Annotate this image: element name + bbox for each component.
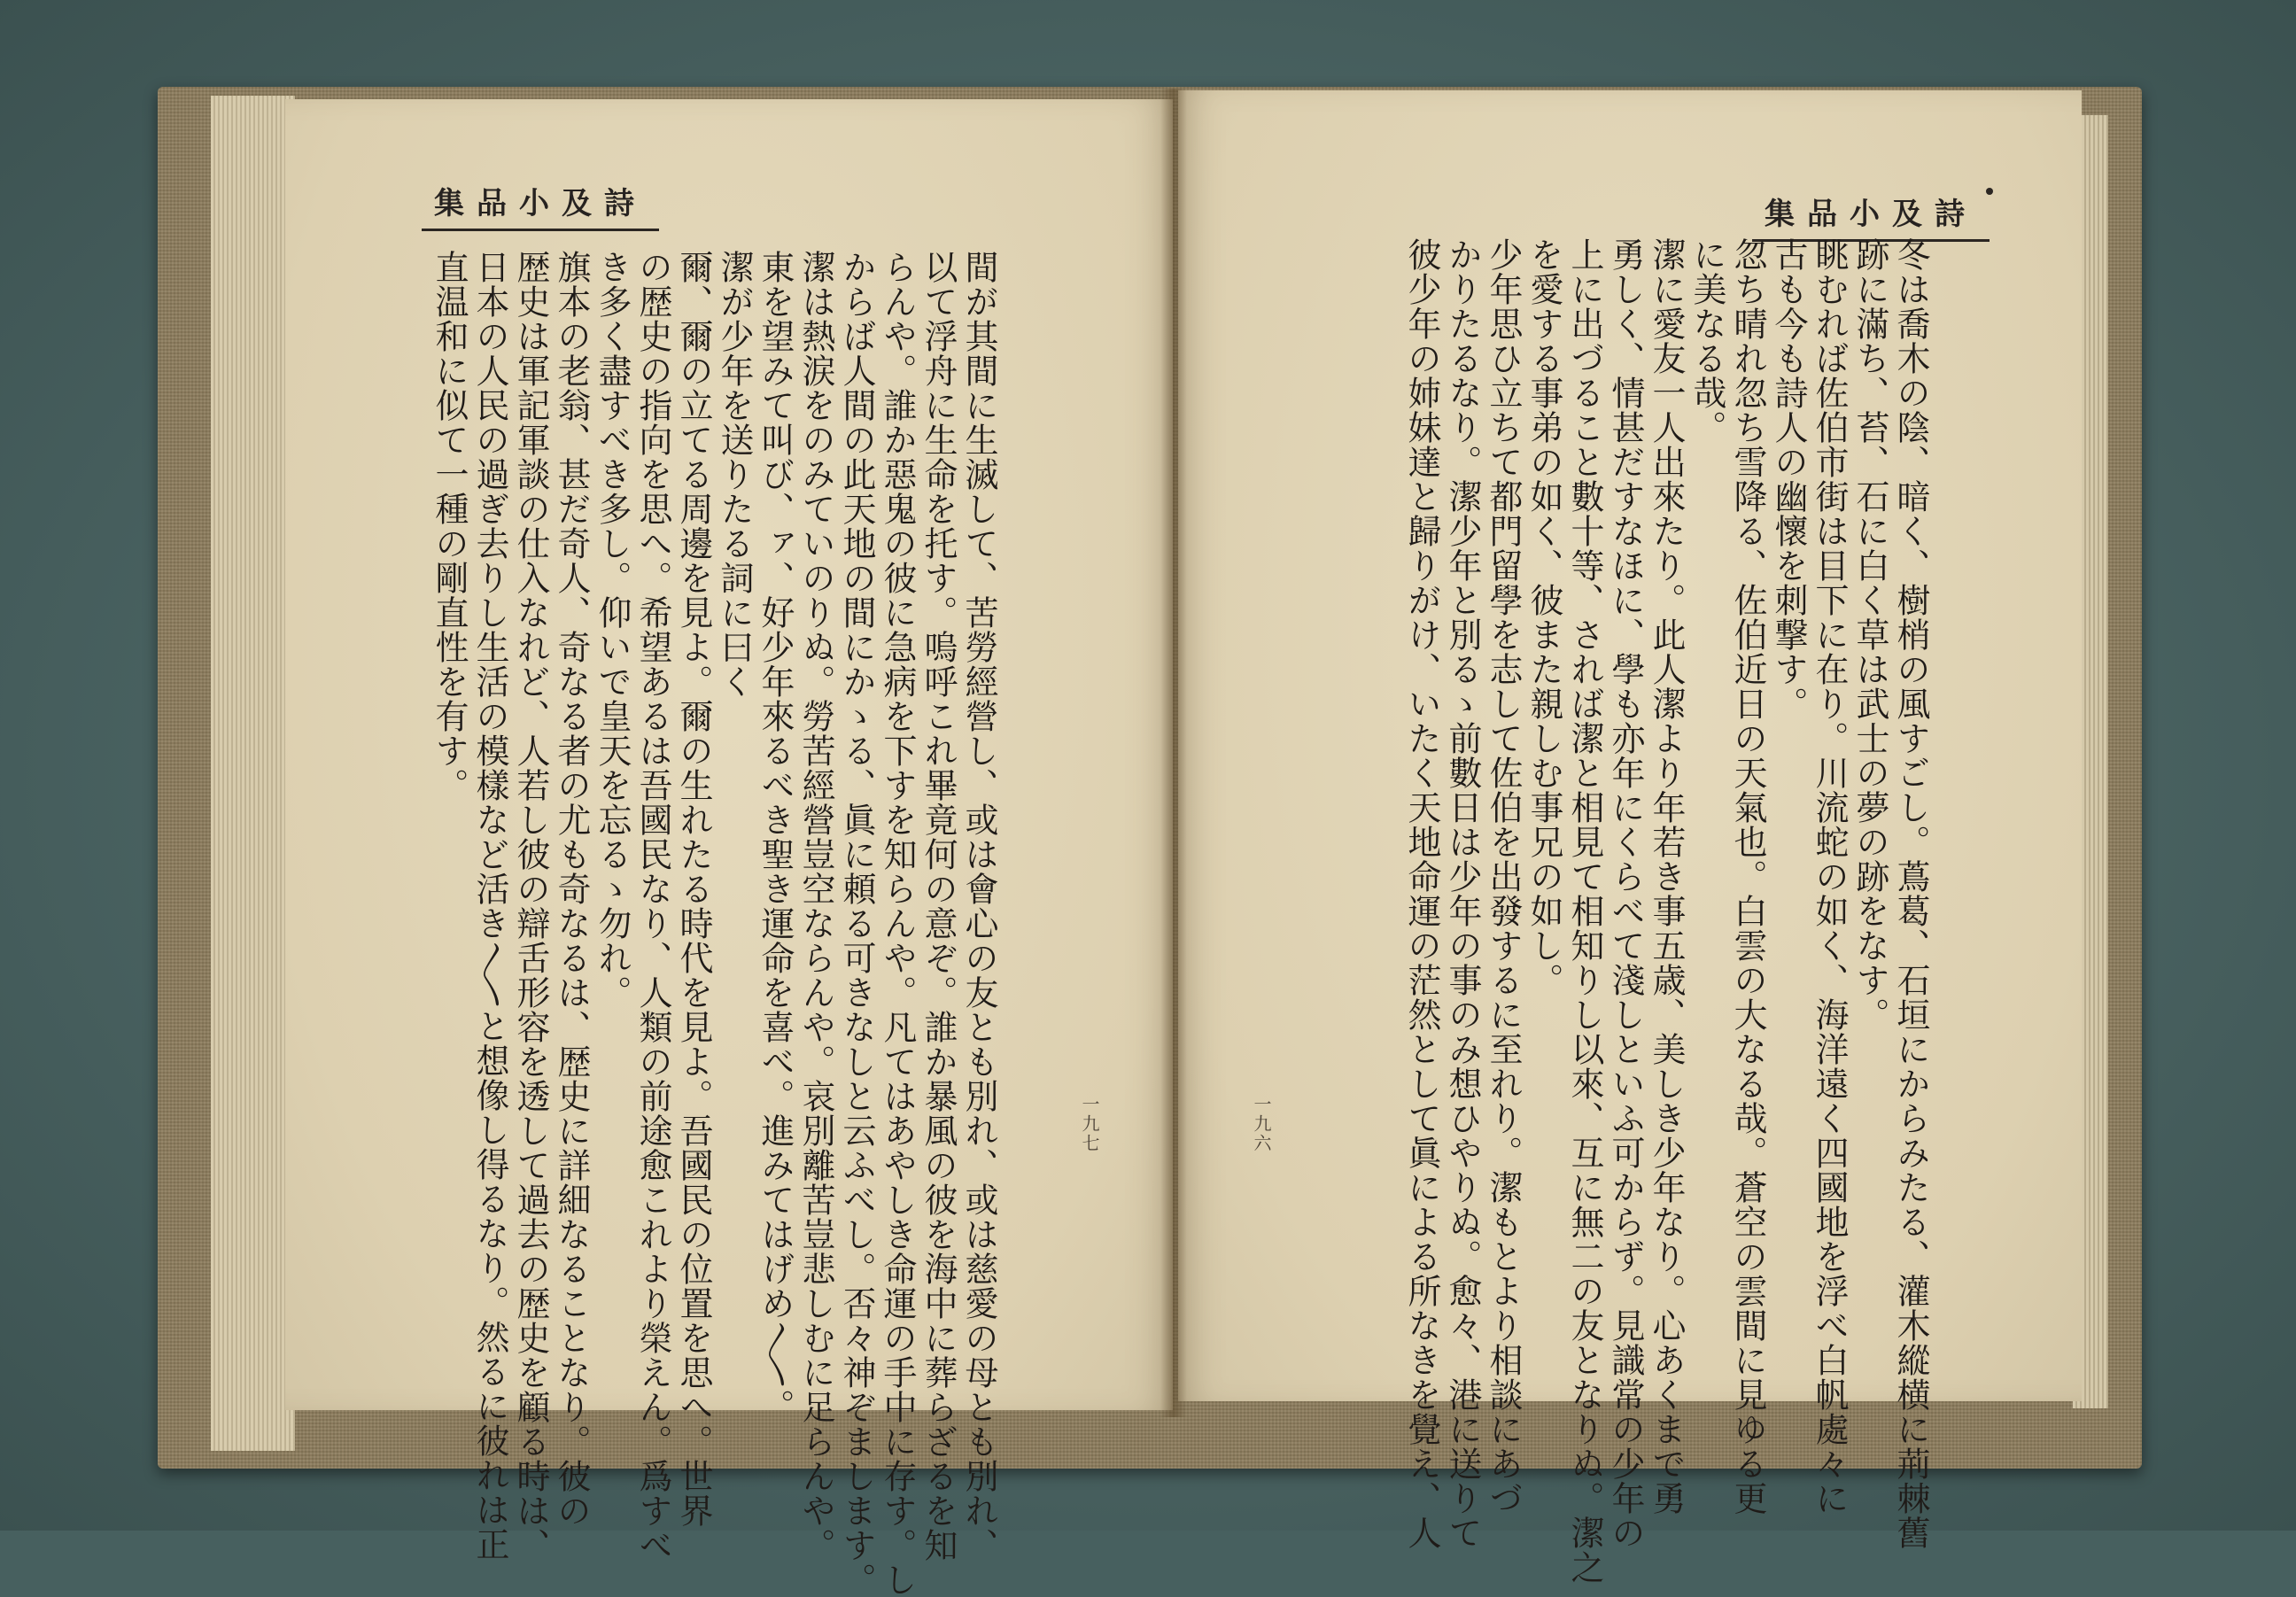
text-line: 忽ち晴れ忽ち雪降る、佐伯近日の天氣也。白雲の大なる哉。蒼空の雲間に見ゆる更 — [1728, 237, 1767, 1516]
text-line: 旗本の老翁、甚だ奇人、奇なる者の尤も奇なるは、歴史に詳細なることなり。彼の — [552, 250, 591, 1528]
text-line: 歴史は軍記軍談の仕入なれど、人若し彼の辯舌形容を透して過去の歴史を顧る時は、 — [511, 250, 550, 1562]
left-page-text — [397, 250, 999, 1597]
text-line: き多く盡すべき多し。仰いで皇天を忘るゝ勿れ。 — [593, 250, 632, 1010]
right-page-number: 一九六 — [1251, 1095, 1272, 1153]
text-line: 跡に滿ち、苔、石に白く草は武士の夢の跡をなす。 — [1850, 237, 1889, 1032]
text-line: 東を望みて叫び、ァ、好少年來るべき聖き運命を喜べ。進みてはげめ〳〵。 — [756, 250, 795, 1423]
text-line: 彼少年の姉妹達と歸りがけ、いたく天地命運の茫然として眞による所なきを覺え、人 — [1402, 237, 1441, 1550]
text-line: 潔に愛友一人出來たり。此人潔より年若き事五歳、美しき少年なり。心あくまで勇 — [1647, 237, 1686, 1516]
text-line: 上に出づること數十等、されば潔と相見て相知りし以來、互に無二の友となりぬ。潔之 — [1565, 237, 1604, 1585]
text-line: の歴史の指向を思へ。希望あるは吾國民なり、人類の前途愈これより榮えん。爲すべ — [633, 250, 672, 1562]
left-page-number: 一九七 — [1079, 1095, 1100, 1153]
text-line: 爾、爾の立てる周邊を見よ。爾の生れたる時代を見よ。吾國民の位置を思へ。世界 — [674, 250, 713, 1528]
text-line: 以て浮舟に生命を托す。嗚呼これ畢竟何の意ぞ。誰か暴風の彼を海中に葬らざるを知 — [919, 250, 958, 1562]
text-line: 勇しく、情甚だすなほに、學も亦年にくらべて淺しといふ可からず。見識常の少年の — [1606, 237, 1645, 1550]
text-line: 潔が少年を送りたる詞に曰く — [715, 250, 754, 699]
text-line: 古も今も詩人の幽懷を刺撃す。 — [1769, 237, 1808, 721]
text-line: を愛する事弟の如く、彼また親しむ事兄の如し。 — [1524, 237, 1563, 997]
text-line: 間が其間に生滅して、苦勞經營し、或は會心の友とも別れ、或は慈愛の母とも別れ、 — [959, 250, 998, 1562]
right-page-header: 集品小及詩 — [1752, 195, 1990, 242]
left-page-header: 集品小及詩 — [422, 184, 659, 231]
text-line: 直温和に似て一種の剛直性を有す。 — [430, 250, 469, 802]
text-line: に美なる哉。 — [1687, 237, 1726, 445]
page-edges-left — [211, 96, 295, 1451]
text-line: 日本の人民の過ぎ去りし生活の模樣など活き〳〵と想像し得るなり。然るに彼れは正 — [470, 250, 509, 1562]
text-line: 潔は熱涙をのみていのりぬ。勞苦經營豈空ならんや。哀別離苦豈悲しむに足らんや。 — [796, 250, 835, 1562]
book-gutter — [1160, 89, 1187, 1417]
right-page-text — [1293, 237, 1931, 1585]
text-line: らんや。誰か惡鬼の彼に急病を下すを知らんや。凡てはあやしき命運の手中に存す。し — [878, 250, 917, 1597]
text-line: からば人間の此天地の間にかゝる、眞に頼る可きなしと云ふべし。否々神ぞまします。 — [837, 250, 876, 1597]
text-line: 眺むれば佐伯市街は目下に在り。川流蛇の如く、海洋遠く四國地を浮べ白帆處々に — [1810, 237, 1849, 1516]
text-line: かりたるなり。潔少年と別るゝ前數日は少年の事のみ想ひやりぬ。愈々、港に送りて — [1443, 237, 1482, 1550]
header-mark — [1986, 188, 1993, 195]
text-line: 冬は喬木の陰、暗く、樹梢の風すごし。蔦葛、石垣にからみたる、灌木縱横に荊棘舊 — [1891, 237, 1930, 1550]
text-line: 少年思ひ立ちて都門留學を志して佐伯を出發するに至れり。潔もとより相談にあづ — [1484, 237, 1523, 1516]
